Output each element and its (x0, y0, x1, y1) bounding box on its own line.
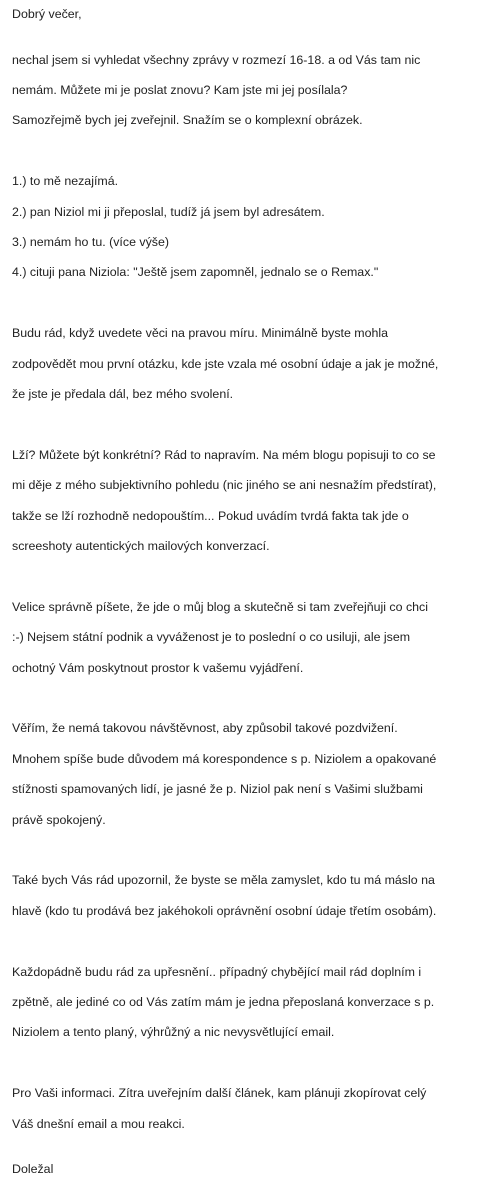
text-line: Váš dnešní email a mou reakci. (12, 1116, 185, 1131)
text-line: stížnosti spamovaných lidí, je jasné že p. Niziol pak není s Vašimi službami (12, 782, 423, 797)
text-line: právě spokojený. (12, 812, 106, 827)
email-greeting (12, 7, 480, 22)
text-line: :-) Nejsem státní podnik a vyváženost je to poslední o co usiluji, ale jsem (12, 630, 411, 645)
text-line: ochotný Vám poskytnout prostor k vašemu vyjádření. (12, 660, 304, 675)
text-line: Lží? Můžete být konkrétní? Rád to napravím. Na mém blogu popisuji to co se (12, 447, 436, 462)
paragraph-clarify (12, 311, 480, 417)
list-item: 1.) to mě nezajímá. (12, 174, 119, 189)
list-item: 2.) pan Niziol mi ji přeposlal, tudíž já jsem byl adresátem. (12, 204, 325, 219)
text-line: Mnohem spíše bude důvodem má korespondence s p. Niziolem a opakované (12, 751, 437, 766)
text-line: mi děje z mého subjektivního pohledu (nic jiného se ani nesnažím předstírat), (12, 478, 437, 493)
paragraph-numbered-answers (12, 159, 480, 296)
text-line: screeshoty autentických mailových konverzací. (12, 539, 270, 554)
email-body (12, 7, 480, 1193)
list-item: 3.) nemám ho tu. (více výše) (12, 235, 170, 250)
text-line: Velice správně píšete, že jde o můj blog a skutečně si tam zveřejňuji co chci (12, 599, 428, 614)
text-line: takže se lží rozhodně nedopouštím... Pokud uvádím tvrdá fakta tak jde o (12, 508, 409, 523)
paragraph-blog (12, 585, 480, 691)
text-line: Každopádně budu rád za upřesnění.. případný chybějící mail rád doplním i (12, 964, 422, 979)
paragraph-request (12, 37, 480, 143)
list-item: 4.) cituji pana Niziola: "Ještě jsem zapomněl, jednalo se o Remax." (12, 265, 379, 280)
paragraph-traffic (12, 706, 480, 843)
text-line: Budu rád, když uvedete věci na pravou míru. Minimálně byste mohla (12, 326, 389, 341)
signature-text: Doležal (12, 1162, 54, 1177)
text-line: nemám. Můžete mi je poslat znovu? Kam jste mi jej posílala? (12, 83, 348, 97)
text-line: zodpovědět mou první otázku, kde jste vzala mé osobní údaje a jak je možné, (12, 356, 439, 371)
paragraph-followup (12, 949, 480, 1055)
text-line: Pro Vaši informaci. Zítra uveřejním další článek, kam plánuji zkopírovat celý (12, 1086, 427, 1101)
text-line: Věřím, že nemá takovou návštěvnost, aby způsobil takové pozdvižení. (12, 721, 398, 736)
text-line: nechal jsem si vyhledat všechny zprávy v rozmezí 16-18. a od Vás tam nic (12, 52, 421, 67)
text-line: zpětně, ale jediné co od Vás zatím mám je jedna přeposlaná konverzace s p. (12, 995, 435, 1010)
text-line: Také bych Vás rád upozornil, že byste se měla zamyslet, kdo tu má máslo na (12, 873, 435, 888)
email-signature (12, 1162, 480, 1177)
greeting-text: Dobrý večer, (12, 7, 82, 21)
paragraph-warning (12, 858, 480, 934)
paragraph-lies (12, 433, 480, 570)
text-line: Niziolem a tento planý, výhrůžný a nic nevysvětlující email. (12, 1025, 335, 1040)
paragraph-info (12, 1071, 480, 1147)
text-line: hlavě (kdo tu prodává bez jakéhokoli oprávnění osobní údaje třetím osobám). (12, 903, 437, 918)
text-line: že jste je předala dál, bez mého svolení. (12, 387, 234, 402)
text-line: Samozřejmě bych jej zveřejnil. Snažím se o komplexní obrázek. (12, 113, 363, 128)
